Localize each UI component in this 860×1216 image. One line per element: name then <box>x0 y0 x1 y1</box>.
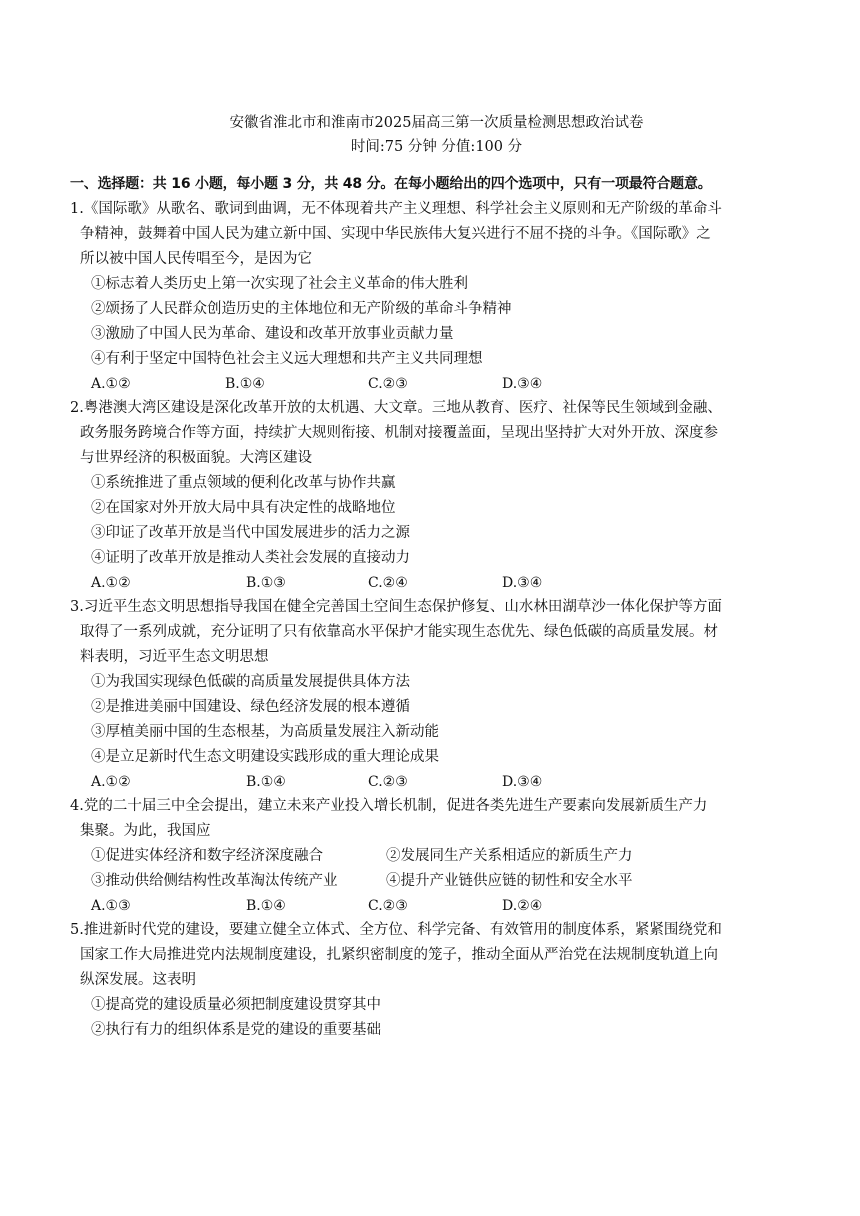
question-3 <box>70 595 795 794</box>
statement-row <box>70 869 795 894</box>
question-stem-line: 与世界经济的积极面貌。大湾区建设 <box>80 450 312 466</box>
option-c[interactable]: C.②④ <box>368 575 408 591</box>
statement-2: ②在国家对外开放大局中具有决定性的战略地位 <box>91 500 396 516</box>
statement-row <box>70 844 795 869</box>
option-d[interactable]: D.③④ <box>502 774 543 790</box>
answer-options <box>70 770 795 794</box>
exam-time-and-score: 时间:75 分钟 分值:100 分 <box>350 139 523 155</box>
option-b[interactable]: B.①④ <box>246 774 286 790</box>
statement-3: ③推动供给侧结构性改革淘汰传统产业 <box>91 873 338 889</box>
statement-3: ③厚植美丽中国的生态根基，为高质量发展注入新动能 <box>91 724 439 740</box>
question-stem-line: 5.推进新时代党的建设，要建立健全立体式、全方位、科学完备、有效管用的制度体系，紧紧围绕党和 <box>70 922 722 938</box>
statement-4: ④提升产业链供应链的韧性和安全水平 <box>386 873 633 889</box>
option-a[interactable]: A.①③ <box>91 898 131 914</box>
question-stem-line: 政务服务跨境合作等方面，持续扩大规则衔接、机制对接覆盖面，呈现出坚持扩大对外开放、深度参 <box>80 425 718 441</box>
section-heading: 一、选择题：共 16 小题，每小题 3 分，共 48 分。在每小题给出的四个选项中，只有一项最符合题意。 <box>70 176 712 192</box>
statement-2: ②发展同生产关系相适应的新质生产力 <box>386 848 633 864</box>
answer-options <box>70 372 795 396</box>
statement-1: ①为我国实现绿色低碳的高质量发展提供具体方法 <box>91 674 410 690</box>
question-stem-line: 争精神，鼓舞着中国人民为建立新中国、实现中华民族伟大复兴进行不屈不挠的斗争。《国际歌》之 <box>80 226 711 242</box>
question-stem-line: 所以被中国人民传唱至今，是因为它 <box>80 251 312 267</box>
option-a[interactable]: A.①② <box>91 774 131 790</box>
question-stem-line: 1.《国际歌》从歌名、歌词到曲调，无不体现着共产主义理想、科学社会主义原则和无产阶级的革命斗 <box>70 201 722 217</box>
statement-4: ④有利于坚定中国特色社会主义远大理想和共产主义共同理想 <box>91 351 483 367</box>
statement-1: ①系统推进了重点领域的便利化改革与协作共赢 <box>91 475 396 491</box>
question-stem-line: 料表明，习近平生态文明思想 <box>80 649 269 665</box>
statement-1: ①提高党的建设质量必须把制度建设贯穿其中 <box>91 997 381 1013</box>
question-stem-line: 2.粤港澳大湾区建设是深化改革开放的太机遇、大文章。三地从教育、医疗、社保等民生领域到金融、 <box>70 400 722 416</box>
statement-4: ④证明了改革开放是推动人类社会发展的直接动力 <box>91 550 410 566</box>
option-c[interactable]: C.②③ <box>368 376 408 392</box>
question-1 <box>70 197 795 396</box>
answer-options <box>70 894 795 918</box>
question-stem-line: 国家工作大局推进党内法规制度建设，扎紧织密制度的笼子，推动全面从严治党在法规制度轨道上向 <box>80 947 718 963</box>
option-b[interactable]: B.①④ <box>225 376 265 392</box>
option-c[interactable]: C.②③ <box>368 898 408 914</box>
statement-2: ②执行有力的组织体系是党的建设的重要基础 <box>91 1022 381 1038</box>
option-d[interactable]: D.③④ <box>502 575 543 591</box>
option-a[interactable]: A.①② <box>91 376 131 392</box>
question-stem-line: 3.习近平生态文明思想指导我国在健全完善国土空间生态保护修复、山水林田湖草沙一体化保护等方面 <box>70 599 722 615</box>
option-c[interactable]: C.②③ <box>368 774 408 790</box>
question-stem-line: 取得了一系列成就，充分证明了只有依靠高水平保护才能实现生态优先、绿色低碳的高质量发展。材 <box>80 624 718 640</box>
statement-3: ③激励了中国人民为革命、建设和改革开放事业贡献力量 <box>91 326 454 342</box>
option-b[interactable]: B.①③ <box>246 575 286 591</box>
statement-2: ②是推进美丽中国建设、绿色经济发展的根本遵循 <box>91 699 410 715</box>
option-d[interactable]: D.③④ <box>502 376 543 392</box>
statement-4: ④是立足新时代生态文明建设实践形成的重大理论成果 <box>91 749 439 765</box>
statement-1: ①标志着人类历史上第一次实现了社会主义革命的伟大胜利 <box>91 276 468 292</box>
exam-title: 安徽省淮北市和淮南市2025届高三第一次质量检测思想政治试卷 <box>229 115 644 131</box>
option-b[interactable]: B.①④ <box>246 898 286 914</box>
question-2 <box>70 396 795 595</box>
statement-3: ③印证了改革开放是当代中国发展进步的活力之源 <box>91 525 410 541</box>
option-a[interactable]: A.①② <box>91 575 131 591</box>
exam-page <box>70 112 795 1043</box>
question-4 <box>70 794 795 918</box>
question-stem-line: 纵深发展。这表明 <box>80 972 196 988</box>
question-stem-line: 集聚。为此，我国应 <box>80 823 211 839</box>
option-d[interactable]: D.②④ <box>502 898 543 914</box>
answer-options <box>70 571 795 595</box>
question-stem-line: 4.党的二十届三中全会提出，建立未来产业投入增长机制，促进各类先进生产要素向发展新质生产力 <box>70 798 708 814</box>
question-5 <box>70 918 795 1043</box>
statement-2: ②颂扬了人民群众创造历史的主体地位和无产阶级的革命斗争精神 <box>91 301 512 317</box>
statement-1: ①促进实体经济和数字经济深度融合 <box>91 848 323 864</box>
